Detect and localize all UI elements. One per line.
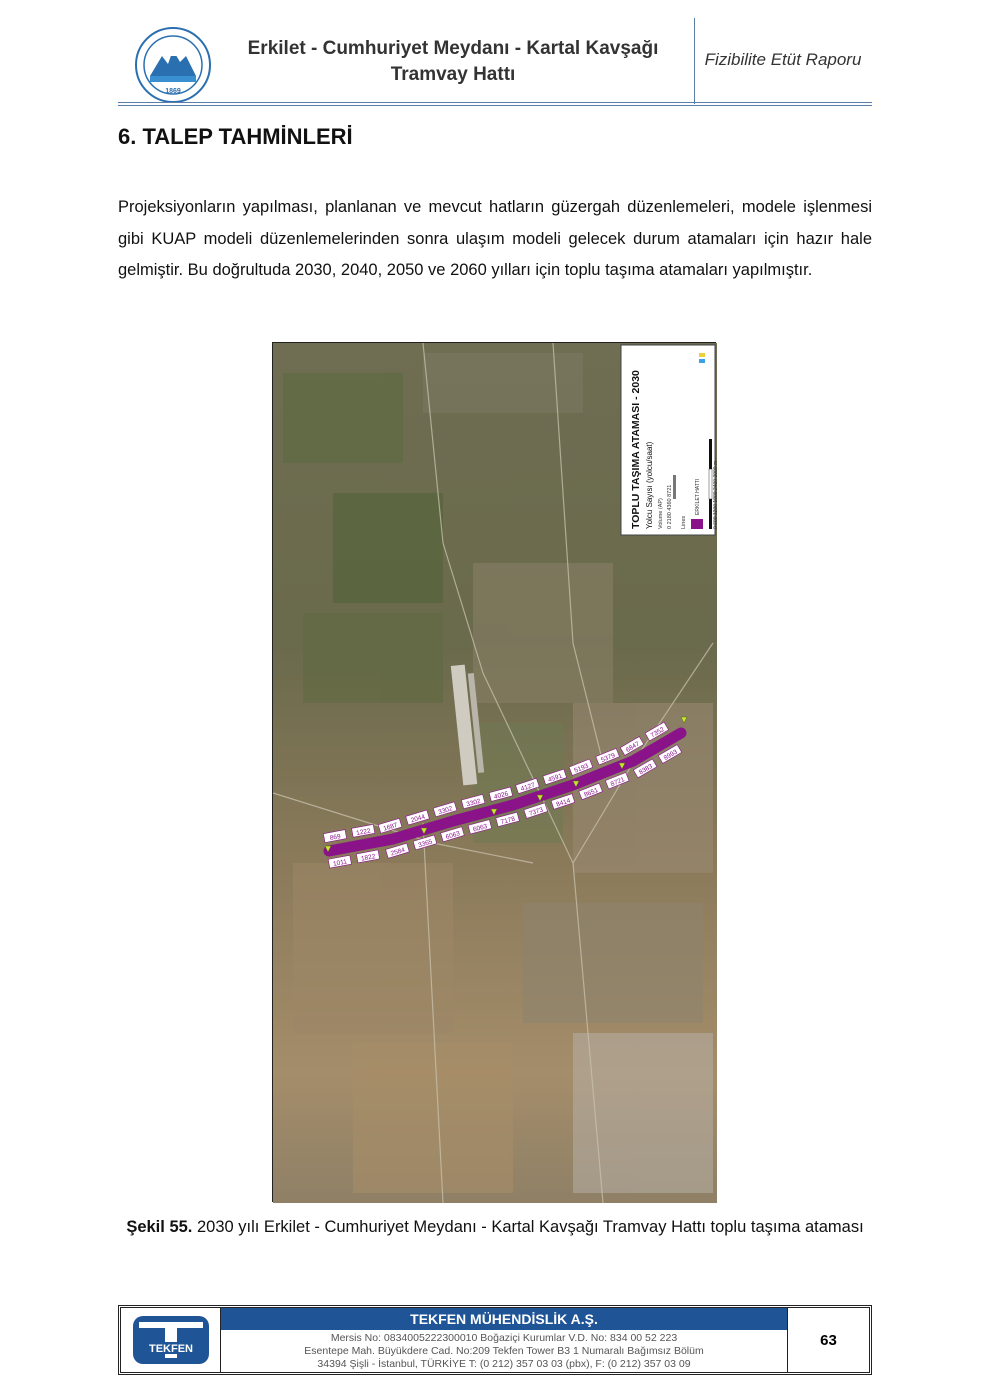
legend-route-swatch [691,519,703,529]
upper-volume-label-text: 5193 [573,762,590,775]
lower-volume-label-text: 8721 [609,776,626,789]
title-line-2: Tramvay Hattı [390,64,516,85]
upper-volume-label-text: 5379 [600,752,617,764]
upper-volume-label-text: 4026 [493,790,510,801]
section-title: 6. TALEP TAHMİNLERİ [118,124,353,149]
logo-text: TEKFEN [149,1343,193,1355]
page-header [118,18,872,106]
legend-subtitle: Yolcu Sayısı (yolcu/saat) [645,441,654,529]
legend-line-name: ERKİLET HATTI [695,478,701,515]
lower-volume-label-text: 3365 [417,838,434,850]
lower-volume-label-text: 7178 [500,815,516,827]
legend-title: TOPLU TAŞIMA ATAMASI - 2030 [630,370,642,529]
upper-volume-label-text: 1222 [355,827,372,838]
address-line-1: Mersis No: 0834005222300010 Boğaziçi Kurumlar V.D. No: 834 00 52 223 [330,1332,678,1344]
upper-volume-label-text: 4591 [547,772,564,784]
lower-volume-label-text: 1011 [332,858,348,868]
lower-volume-label-text: 8651 [583,786,600,799]
tekfen-logo [121,1308,221,1372]
lower-volume-label-text: 8414 [555,797,572,809]
address-line-2: Esentepe Mah. Büyükdere Cad. No:209 Tekfen Tower B3 1 Numaralı Bağımsız Bölüm [304,1345,704,1357]
upper-volume-label-text: 2044 [410,813,426,825]
transit-assignment-map [272,342,719,1202]
lower-volume-label-text: 8993 [662,748,679,762]
lower-volume-label-text: 6063 [444,830,461,842]
upper-volume-label-text: 4127 [519,781,536,793]
logo-year: 1869 [165,88,181,95]
figure-caption [118,1214,872,1240]
upper-volume-label-text: 869 [329,833,342,843]
page-number: 63 [787,1308,869,1372]
caption-text: 2030 yılı Erkilet - Cumhuriyet Meydanı - Kartal Kavşağı Tramvay Hattı toplu taşıma ataması [192,1218,864,1236]
upper-volume-label-text: 3302 [437,805,454,817]
upper-volume-label-text: 7352 [649,726,666,740]
body-paragraph: Projeksiyonların yapılması, planlanan ve mevcut hatların güzergah düzenlemeleri, modele işlenmesi gibi KUAP modeli düzenlemelerinden sonra ulaşım modeli gelecek durum atamaları için hazır hale gelmiştir. Bu doğrultuda 2030, 2040, 2050 ve 2060 yılları için toplu taşıma atamaları yapılmıştır. [118,198,872,279]
legend-lines-label: Lines [681,515,687,529]
company-address [221,1332,787,1371]
lower-volume-label-text: 6063 [472,823,489,834]
lower-volume-label-text: 2584 [389,846,406,858]
title-line-1: Erkilet - Cumhuriyet Meydanı - Kartal Kavşağı [247,38,659,59]
legend-scale-ticks: 0 600 1200 1800 2400 3000 m [713,460,719,529]
kayseri-municipality-logo [134,26,212,104]
legend-volume-label: Volume (AP) [658,498,664,529]
document-title [218,36,688,88]
lower-volume-label-text: 1822 [360,853,377,863]
legend-volume-scale: 0 2180 4360 8721 [667,484,673,529]
caption-label: Şekil 55. [126,1218,193,1236]
header-rule [118,102,872,103]
report-type: Fizibilite Etüt Raporu [704,50,862,69]
lower-volume-label-text: 8383 [637,762,654,777]
address-line-3: 34394 Şişli - İstanbul, TÜRKİYE T: (0 212) 357 03 03 (pbx), F: (0 212) 357 03 09 [317,1358,691,1370]
upper-volume-label-text: 6847 [624,740,641,754]
upper-volume-label-text: 1687 [382,821,399,833]
upper-volume-label-text: 3302 [465,797,482,809]
lower-volume-label-text: 7373 [528,806,545,818]
header-rule-2 [118,105,872,106]
company-name: TEKFEN MÜHENDİSLİK A.Ş. [221,1308,787,1330]
page-footer [118,1305,872,1375]
map-legend [621,345,719,535]
